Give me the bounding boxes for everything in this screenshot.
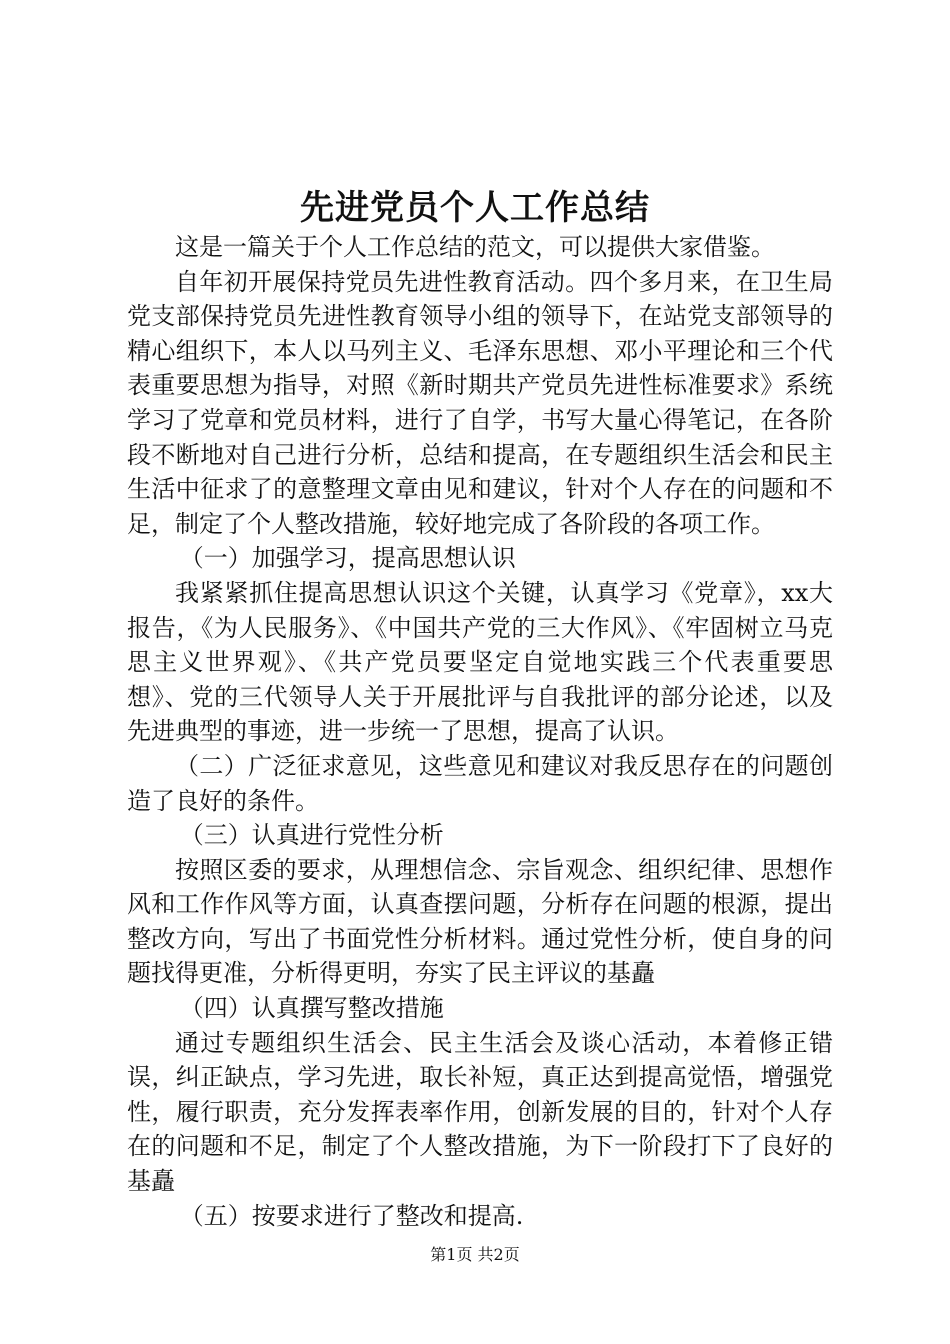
section-paragraph-3: 按照区委的要求，从理想信念、宗旨观念、组织纪律、思想作风和工作作风等方面，认真查摆问题，分析存在问题的根源，提出整改方向，写出了书面党性分析材料。通过党性分析，使自身的问题找得更准，分析得更明，夯实了民主评议的基矗 [127, 855, 833, 988]
section-paragraph-1: 我紧紧抓住提高思想认识这个关键，认真学习《党章》，xx大报告，《为人民服务》、《中国共产党的三大作风》、《牢固树立马克思主义世界观》、《共产党员要坚定自觉地实践三个代表重要思想》、党的三代领导人关于开展批评与自我批评的部分论述，以及先进典型的事迹，进一步统一了思想，提高了认识。 [127, 578, 833, 746]
intro-paragraph: 这是一篇关于个人工作总结的范文，可以提供大家借鉴。 [175, 233, 775, 261]
overview-paragraph: 自年初开展保持党员先进性教育活动。四个多月来，在卫生局党支部保持党员先进性教育领导小组的领导下，在站党支部领导的精心组织下，本人以马列主义、毛泽东思想、邓小平理论和三个代表重要思想为指导，对照《新时期共产党员先进性标准要求》系统学习了党章和党员材料，进行了自学，书写大量心得笔记，在各阶段不断地对自己进行分析，总结和提高，在专题组织生活会和民主生活中征求了的意整理文章由见和建议，针对个人存在的问题和不足，制定了个人整改措施，较好地完成了各阶段的各项工作。 [127, 267, 833, 538]
section-paragraph-4: 通过专题组织生活会、民主生活会及谈心活动，本着修正错误，纠正缺点，学习先进，取长补短，真正达到提高觉悟，增强党性，履行职责，充分发挥表率作用，创新发展的目的，针对个人存在的问题和不足，制定了个人整改措施，为下一阶段打下了良好的基矗 [127, 1028, 833, 1196]
document-title: 先进党员个人工作总结 [300, 188, 650, 228]
document-body [127, 230, 833, 1233]
section-heading-5: （五）按要求进行了整改和提高. [179, 1201, 524, 1230]
section-heading-1: （一）加强学习，提高思想认识 [179, 544, 516, 573]
section-paragraph-2: （二）广泛征求意见，这些意见和建议对我反思存在的问题创造了良好的条件。 [127, 751, 833, 815]
section-heading-3: （三）认真进行党性分析 [179, 821, 444, 850]
section-heading-4: （四）认真撰写整改措施 [179, 994, 444, 1023]
page-number-footer: 第1页 共2页 [430, 1245, 520, 1264]
